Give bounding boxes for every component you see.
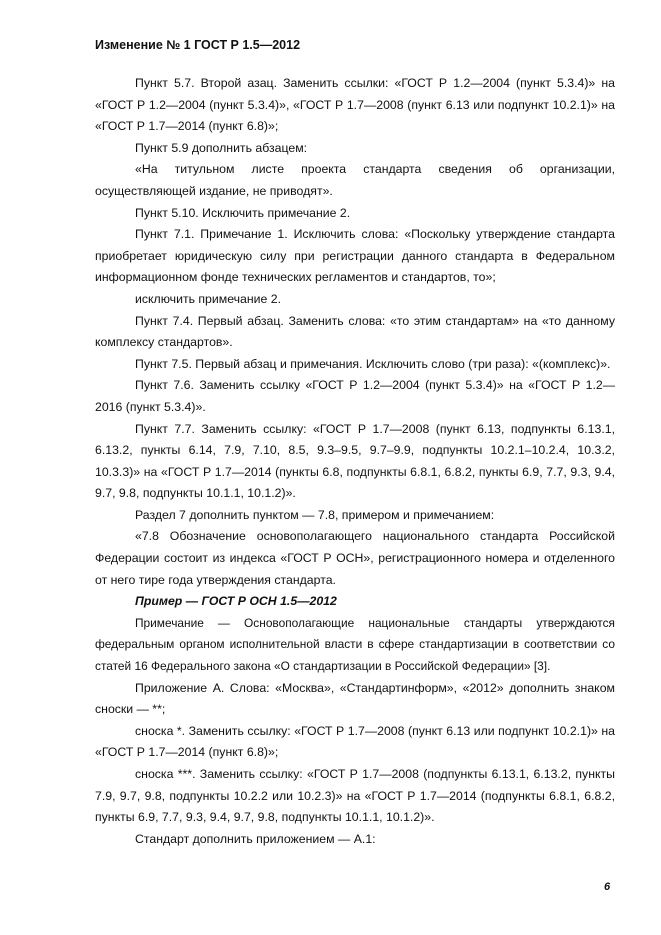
paragraph-7-1: Пункт 7.1. Примечание 1. Исключить слова: «Поскольку утверждение стандарта приобретает юридическую силу при регистрации данного стандарта в Федеральном информационном фонде технических регламентов и стандартов, то»; (95, 227, 615, 285)
paragraph-footnote-3: сноска ***. Заменить ссылку: «ГОСТ Р 1.7—2008 (подпункты 6.13.1, 6.13.2, пункты 7.9, 9.7, 9.8, подпункты 10.2.2 или 10.2.3)» на «ГОСТ Р 1.7—2014 (подпункты 6.8.1, 6.8.2, пункты 6.9, 7.7, 9.3, 9.4, 9.7, 9.8, подпункты 10.1.1, 10.1.2)». (95, 767, 615, 825)
paragraph-section-7: Раздел 7 дополнить пунктом — 7.8, примером и примечанием: (135, 507, 495, 522)
paragraph-7-8: «7.8 Обозначение основополагающего национального стандарта Российской Федерации состоит из индекса «ГОСТ Р ОСН», регистрационного номера и отделенного от него тире года утверждения стандарта. (95, 529, 615, 587)
paragraph-5-7: Пункт 5.7. Второй азац. Заменить ссылки: «ГОСТ Р 1.2—2004 (пункт 5.3.4)» на «ГОСТ Р 1.2—2004 (пункт 5.3.4)», «ГОСТ Р 1.7—2008 (пункт 6.13 или подпункт 10.2.1)» на «ГОСТ Р 1.7—2014 (пункт 6.8)»; (95, 76, 615, 134)
paragraph-5-10: Пункт 5.10. Исключить примечание 2. (135, 205, 351, 220)
paragraph-appendix-a1: Стандарт дополнить приложением — А.1: (135, 831, 376, 846)
page-number: 6 (604, 881, 611, 893)
note-paragraph: Примечание — Основополагающие национальные стандарты утверждаются федеральным органом исполнительной власти в сфере стандартизации в соответствии со статей 16 Федерального закона «О стандартизации в Российской Федерации» [3]. (95, 615, 615, 674)
paragraph-appendix-a: Приложение А. Слова: «Москва», «Стандартинформ», «2012» дополнить знаком сноски — **; (95, 680, 615, 717)
paragraph-7-6: Пункт 7.6. Заменить ссылку «ГОСТ Р 1.2—2004 (пункт 5.3.4)» на «ГОСТ Р 1.2—2016 (пункт 5.3.4)». (95, 378, 615, 414)
paragraph-footnote-1: сноска *. Заменить ссылку: «ГОСТ Р 1.7—2008 (пункт 6.13 или подпункт 10.2.1)» на «ГОСТ Р 1.7—2014 (пункт 6.8)»; (95, 723, 615, 760)
paragraph-7-4: Пункт 7.4. Первый абзац. Заменить слова: «то этим стандартам» на «то данному комплексу стандартов». (95, 313, 615, 350)
paragraph-5-9: Пункт 5.9 дополнить абзацем: (135, 140, 308, 155)
document-header: Изменение № 1 ГОСТ Р 1.5—2012 (95, 38, 301, 52)
paragraph-7-1-note: исключить примечание 2. (135, 291, 282, 306)
example-line: Пример — ГОСТ Р ОСН 1.5—2012 (135, 594, 337, 609)
paragraph-7-7: Пункт 7.7. Заменить ссылку: «ГОСТ Р 1.7—2008 (пункт 6.13, подпункты 6.13.1, 6.13.2, пункты 6.14, 7.9, 7.10, 8.5, 9.3–9.5, 9.7–9.9, подпункты 10.2.1–10.2.4, 10.3.2, 10.3.3)» на «ГОСТ Р 1.7—2014 (пункты 6.8, подпункты 6.8.1, 6.8.2, пункты 6.9, 7.7, 9.3, 9.4, 9.7, 9.8, подпункты 10.1.1, 10.1.2)». (95, 421, 615, 501)
document-body (95, 73, 615, 850)
paragraph-7-5: Пункт 7.5. Первый абзац и примечания. Исключить слово (три раза): «(комплекс)». (135, 356, 611, 371)
paragraph-5-9-quote: «На титульном листе проекта стандарта сведения об организации, осуществляющей издание, не приводят». (95, 162, 615, 198)
